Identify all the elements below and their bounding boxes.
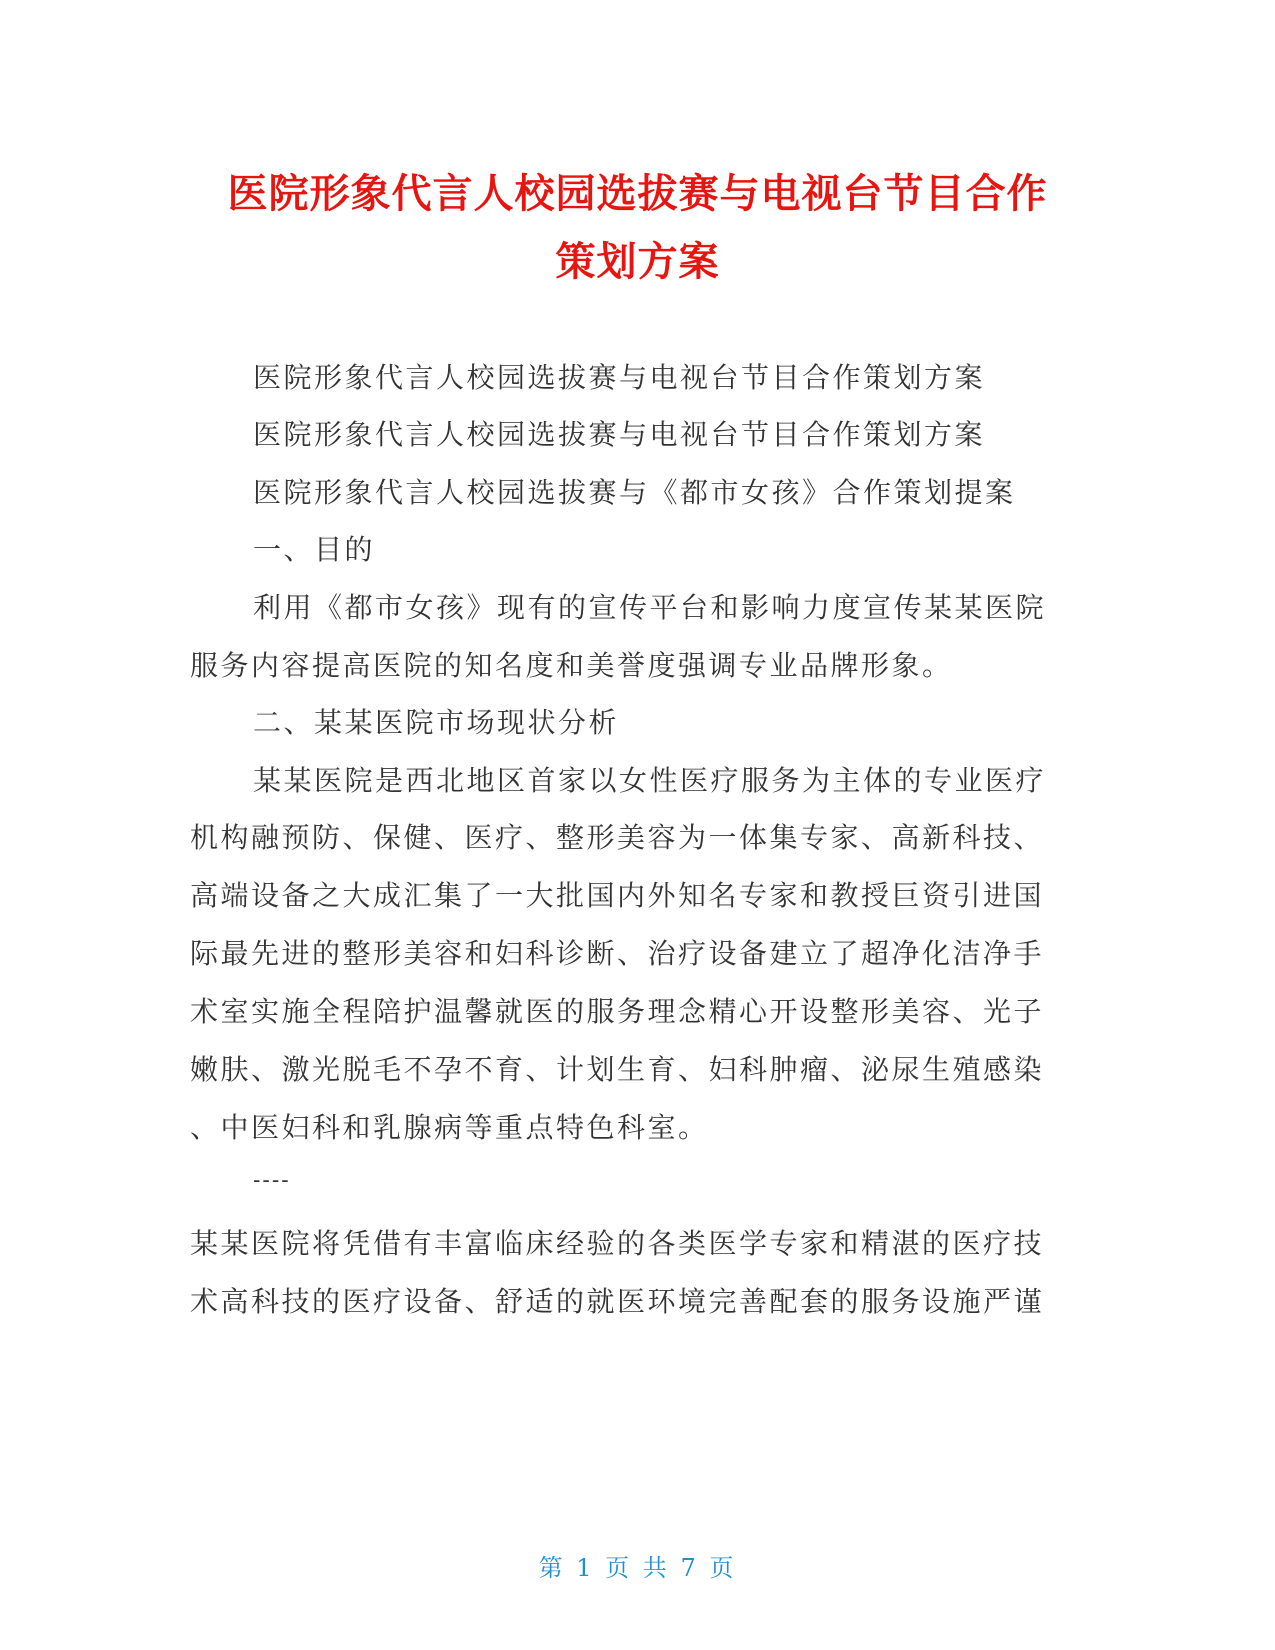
analysis-line: 、中医妇科和乳腺病等重点特色科室。 xyxy=(190,1111,709,1144)
purpose-paragraph-line-1: 利用《都市女孩》现有的宣传平台和影响力度宣传某某医院 xyxy=(253,591,1047,624)
subtitle-line-2: 医院形象代言人校园选拔赛与电视台节目合作策划方案 xyxy=(253,418,986,451)
analysis-line: 高端设备之大成汇集了一大批国内外知名专家和教授巨资引进国 xyxy=(190,879,1045,912)
page-indicator: 第 1 页 共 7 页 xyxy=(538,1554,737,1582)
subtitle-line-3: 医院形象代言人校园选拔赛与《都市女孩》合作策划提案 xyxy=(253,476,1016,509)
purpose-paragraph-line-2: 服务内容提高医院的知名度和美誉度强调专业品牌形象。 xyxy=(190,649,953,682)
separator: ---- xyxy=(253,1168,291,1193)
analysis-line: 某某医院是西北地区首家以女性医疗服务为主体的专业医疗 xyxy=(253,764,1047,797)
analysis-line: 际最先进的整形美容和妇科诊断、治疗设备建立了超净化洁净手 xyxy=(190,937,1045,970)
subtitle-line-1: 医院形象代言人校园选拔赛与电视台节目合作策划方案 xyxy=(253,361,986,394)
continuation-line: 某某医院将凭借有丰富临床经验的各类医学专家和精湛的医疗技 xyxy=(190,1227,1045,1260)
document-title xyxy=(150,160,1125,296)
section-heading-market: 二、某某医院市场现状分析 xyxy=(253,706,620,739)
continuation-line: 术高科技的医疗设备、舒适的就医环境完善配套的服务设施严谨 xyxy=(190,1285,1045,1318)
analysis-line: 机构融预防、保健、医疗、整形美容为一体集专家、高新科技、 xyxy=(190,821,1045,854)
analysis-line: 嫩肤、激光脱毛不孕不育、计划生育、妇科肿瘤、泌尿生殖感染 xyxy=(190,1053,1045,1086)
title-line-2: 策划方案 xyxy=(555,239,720,285)
section-heading-purpose: 一、目的 xyxy=(253,533,376,566)
analysis-line: 术室实施全程陪护温馨就医的服务理念精心开设整形美容、光子 xyxy=(190,995,1045,1028)
title-line-1: 医院形象代言人校园选拔赛与电视台节目合作 xyxy=(227,171,1048,217)
